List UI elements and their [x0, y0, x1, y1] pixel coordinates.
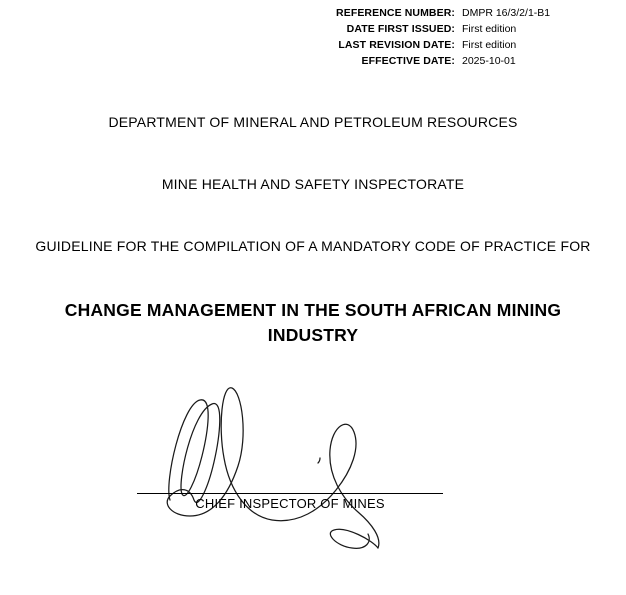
meta-row: [0, 21, 626, 37]
signature-caption: CHIEF INSPECTOR OF MINES: [195, 496, 385, 511]
date-first-issued-label: DATE FIRST ISSUED:: [346, 23, 455, 35]
last-revision-date-label: LAST REVISION DATE:: [338, 39, 455, 51]
meta-row: [0, 53, 626, 69]
date-first-issued-value: First edition: [462, 23, 517, 35]
signature-block: [120, 370, 480, 560]
department-heading: DEPARTMENT OF MINERAL AND PETROLEUM RESOURCES: [108, 114, 518, 130]
last-revision-date-value: First edition: [462, 39, 517, 51]
reference-number-value: DMPR 16/3/2/1-B1: [462, 7, 551, 19]
page-title: CHANGE MANAGEMENT IN THE SOUTH AFRICAN MINING INDUSTRY: [64, 300, 562, 345]
guideline-subtitle: GUIDELINE FOR THE COMPILATION OF A MANDATORY CODE OF PRACTICE FOR: [35, 238, 591, 254]
effective-date-label: EFFECTIVE DATE:: [361, 55, 455, 67]
inspectorate-heading: MINE HEALTH AND SAFETY INSPECTORATE: [161, 176, 465, 192]
document-meta-block: [0, 5, 626, 69]
meta-row: [0, 5, 626, 21]
signature-rule: [137, 493, 443, 494]
handwritten-signature-icon: [120, 370, 480, 560]
meta-row: [0, 37, 626, 53]
reference-number-label: REFERENCE NUMBER:: [336, 7, 455, 19]
effective-date-value: 2025-10-01: [462, 55, 516, 67]
